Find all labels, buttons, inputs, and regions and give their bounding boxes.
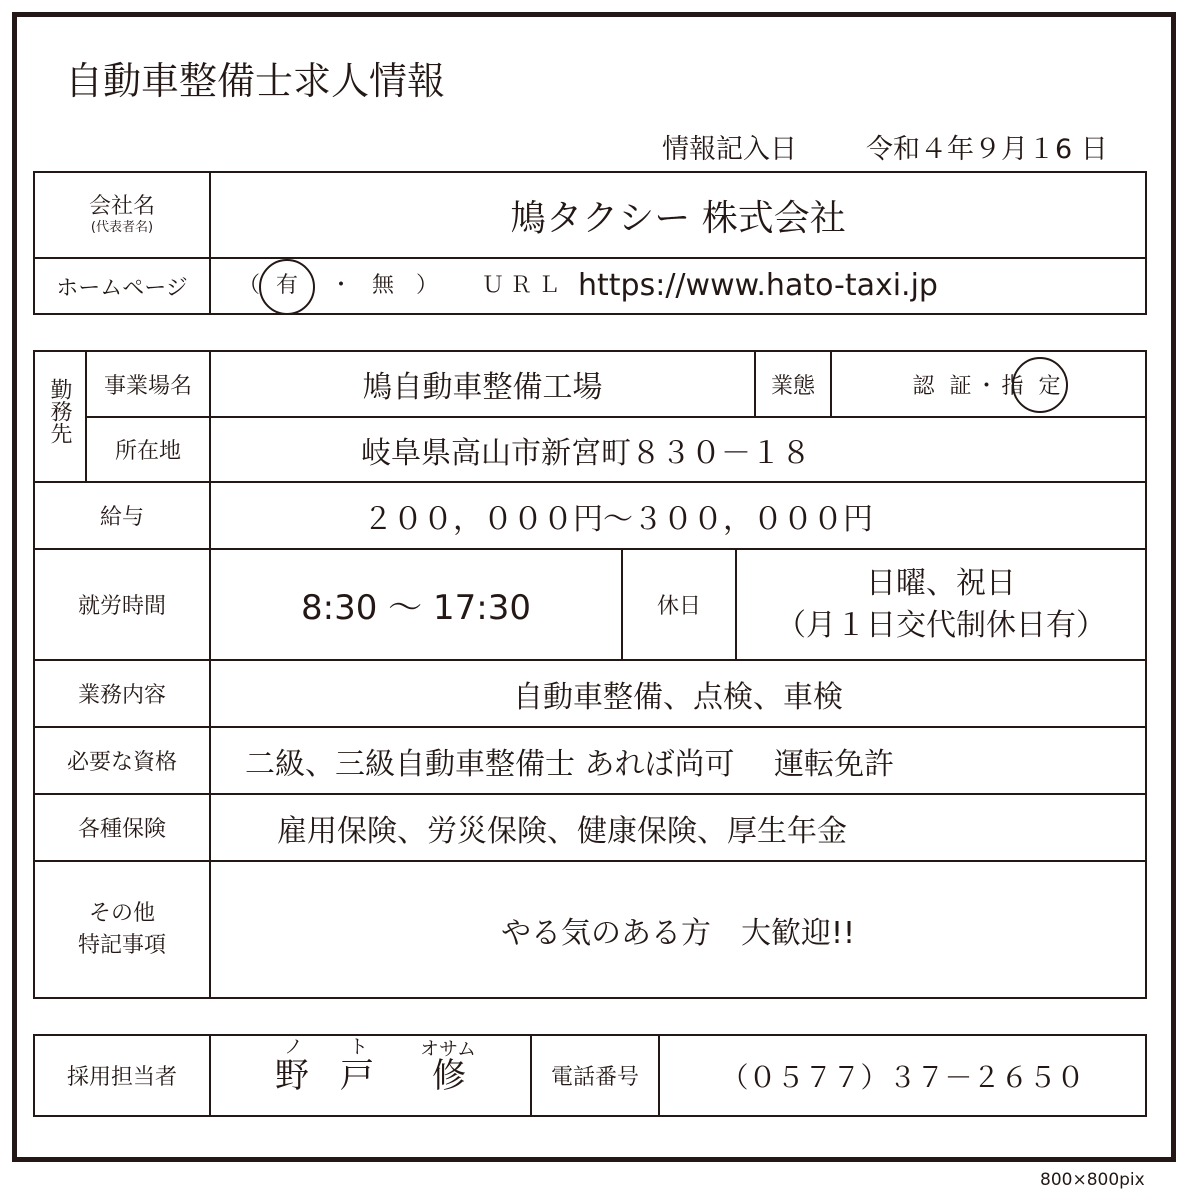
surname-2: 戸 xyxy=(340,1056,374,1096)
holiday-label: 休日 xyxy=(656,594,701,619)
homepage-paren-close: ） xyxy=(416,273,439,298)
notes-label-line-1: その他 xyxy=(88,900,155,926)
homepage-label: ホームページ xyxy=(56,275,188,301)
surname-1-ruby: ノ xyxy=(284,1036,304,1058)
business-type-label: 業態 xyxy=(770,373,815,399)
surname-2-ruby: ト xyxy=(349,1036,369,1058)
salary-label: 給与 xyxy=(99,505,144,530)
url-label: ＵＲＬ xyxy=(482,273,567,298)
insurance-label: 各種保険 xyxy=(77,817,166,842)
work-hours-value: 8:30 ～ 17:30 xyxy=(301,588,531,628)
duties-label: 業務内容 xyxy=(77,683,166,708)
insurance-value: 雇用保険、労災保険、健康保険、厚生年金 xyxy=(277,813,847,849)
notes-value: やる気のある方 大歓迎!! xyxy=(500,915,856,951)
phone-number[interactable]: （０５７７）３７－２６５０ xyxy=(720,1060,1085,1094)
given-name: 修 xyxy=(432,1056,466,1096)
homepage-option-yes[interactable]: 有 xyxy=(276,273,299,298)
notes-label-line-2: 特記事項 xyxy=(77,932,166,958)
date-value: 令和４年９月１6 日 xyxy=(866,134,1108,165)
work-hours-label: 就労時間 xyxy=(77,594,166,619)
company-label: 会社名 xyxy=(88,194,155,219)
recruiter-label: 採用担当者 xyxy=(66,1065,177,1090)
homepage-option-no[interactable]: 無 xyxy=(372,273,395,298)
homepage-paren-open: （ xyxy=(238,273,261,298)
company-name: 鳩タクシー 株式会社 xyxy=(510,197,846,239)
workplace-name-label: 事業場名 xyxy=(103,373,192,399)
size-note: 800×800pix xyxy=(1040,1170,1145,1190)
company-sub-label: (代表者名) xyxy=(90,220,154,235)
business-type-options: 認 証・指 定 xyxy=(912,373,1065,399)
company-label-cell xyxy=(35,173,209,257)
qualifications-label: 必要な資格 xyxy=(66,750,177,775)
holiday-line-1: 日曜、祝日 xyxy=(866,565,1016,601)
qualifications-value: 二級、三級自動車整備士 あれば尚可 運転免許 xyxy=(245,746,895,782)
surname-1: 野 xyxy=(275,1056,309,1096)
holiday-line-2: （月１日交代制休日有） xyxy=(776,607,1106,643)
phone-label: 電話番号 xyxy=(550,1065,639,1090)
workplace-group-label: 勤務先 xyxy=(47,378,72,444)
holiday-value xyxy=(737,550,1145,659)
salary-value: ２００，０００円～３００，０００円 xyxy=(363,501,873,537)
page-title: 自動車整備士求人情報 xyxy=(65,59,446,103)
address-label: 所在地 xyxy=(114,439,181,464)
date-label: 情報記入日 xyxy=(662,134,797,165)
homepage-dot: ・ xyxy=(330,273,353,298)
url-link[interactable]: https://www.hato-taxi.jp xyxy=(578,268,938,303)
notes-label-cell xyxy=(35,862,209,997)
workplace-name-value: 鳩自動車整備工場 xyxy=(362,370,603,405)
address-value: 岐阜県高山市新宮町８３０－１８ xyxy=(361,435,811,471)
given-name-ruby: オサム xyxy=(420,1038,477,1060)
divider xyxy=(209,1034,211,1117)
duties-value: 自動車整備、点検、車検 xyxy=(513,679,843,715)
